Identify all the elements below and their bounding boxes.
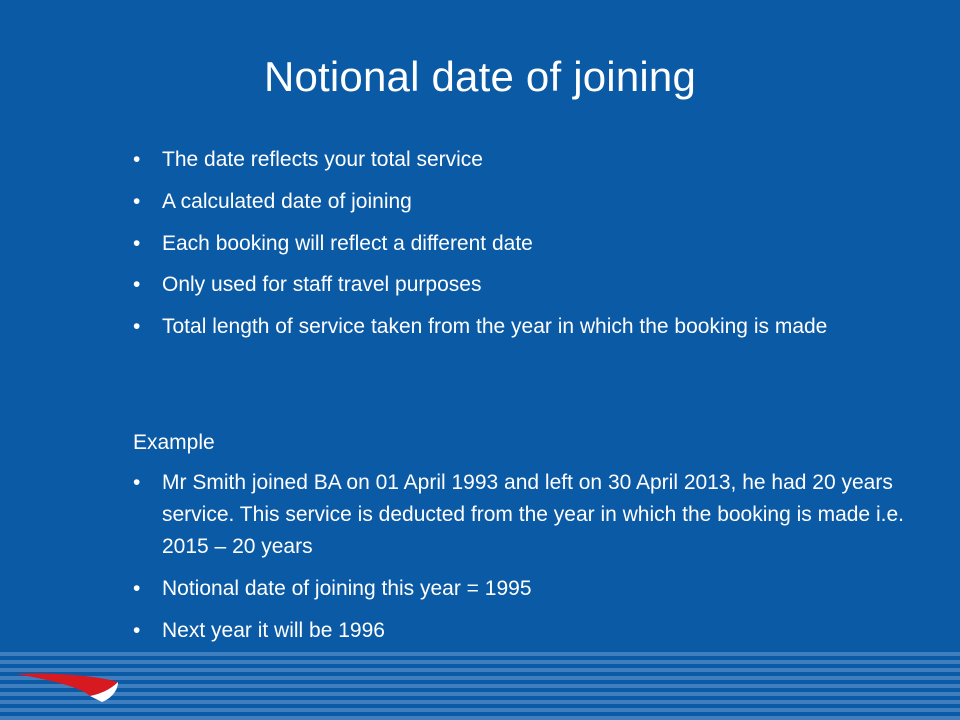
bullet-item <box>133 228 913 260</box>
bullet-text: A calculated date of joining <box>162 190 412 213</box>
bullet-item <box>133 269 913 301</box>
bullet-item <box>133 311 913 343</box>
example-bullet-text: Mr Smith joined BA on 01 April 1993 and left on 30 April 2013, he had 20 years service. This service is deducted from the year in which the booking is made i.e. 2015 – 20 years <box>162 471 904 558</box>
stripe-line <box>0 660 960 664</box>
bullet-text: Each booking will reflect a different date <box>162 232 533 255</box>
bullet-dot: • <box>133 190 141 213</box>
bullet-dot: • <box>133 232 141 255</box>
example-bullet-item <box>133 467 913 563</box>
bullet-item <box>133 186 913 218</box>
example-bullet-text: Next year it will be 1996 <box>162 619 385 642</box>
example-bullet-text: Notional date of joining this year = 1995 <box>162 577 532 600</box>
stripe-line <box>0 668 960 672</box>
example-label: Example <box>133 431 215 454</box>
bullet-dot: • <box>133 619 141 642</box>
stripe-line <box>0 692 960 696</box>
stripe-line <box>0 700 960 704</box>
footer-stripes <box>0 648 960 720</box>
bullet-dot: • <box>133 273 141 296</box>
slide-title: Notional date of joining <box>263 53 697 100</box>
bullet-dot: • <box>133 148 141 171</box>
bullet-text: Only used for staff travel purposes <box>162 273 482 296</box>
stripe-line <box>0 684 960 688</box>
example-bullet-item <box>133 573 913 605</box>
speedmarque-logo-icon <box>14 664 124 708</box>
bullet-text: The date reflects your total service <box>162 148 483 171</box>
bullet-dot: • <box>133 315 141 338</box>
example-bullet-item <box>133 615 913 647</box>
bullet-dot: • <box>133 471 141 494</box>
stripe-line <box>0 716 960 720</box>
stripe-line <box>0 652 960 656</box>
stripe-line <box>0 708 960 712</box>
stripe-line <box>0 676 960 680</box>
bullet-item <box>133 144 913 176</box>
bullet-text: Total length of service taken from the year in which the booking is made <box>162 315 828 338</box>
bullet-dot: • <box>133 577 141 600</box>
